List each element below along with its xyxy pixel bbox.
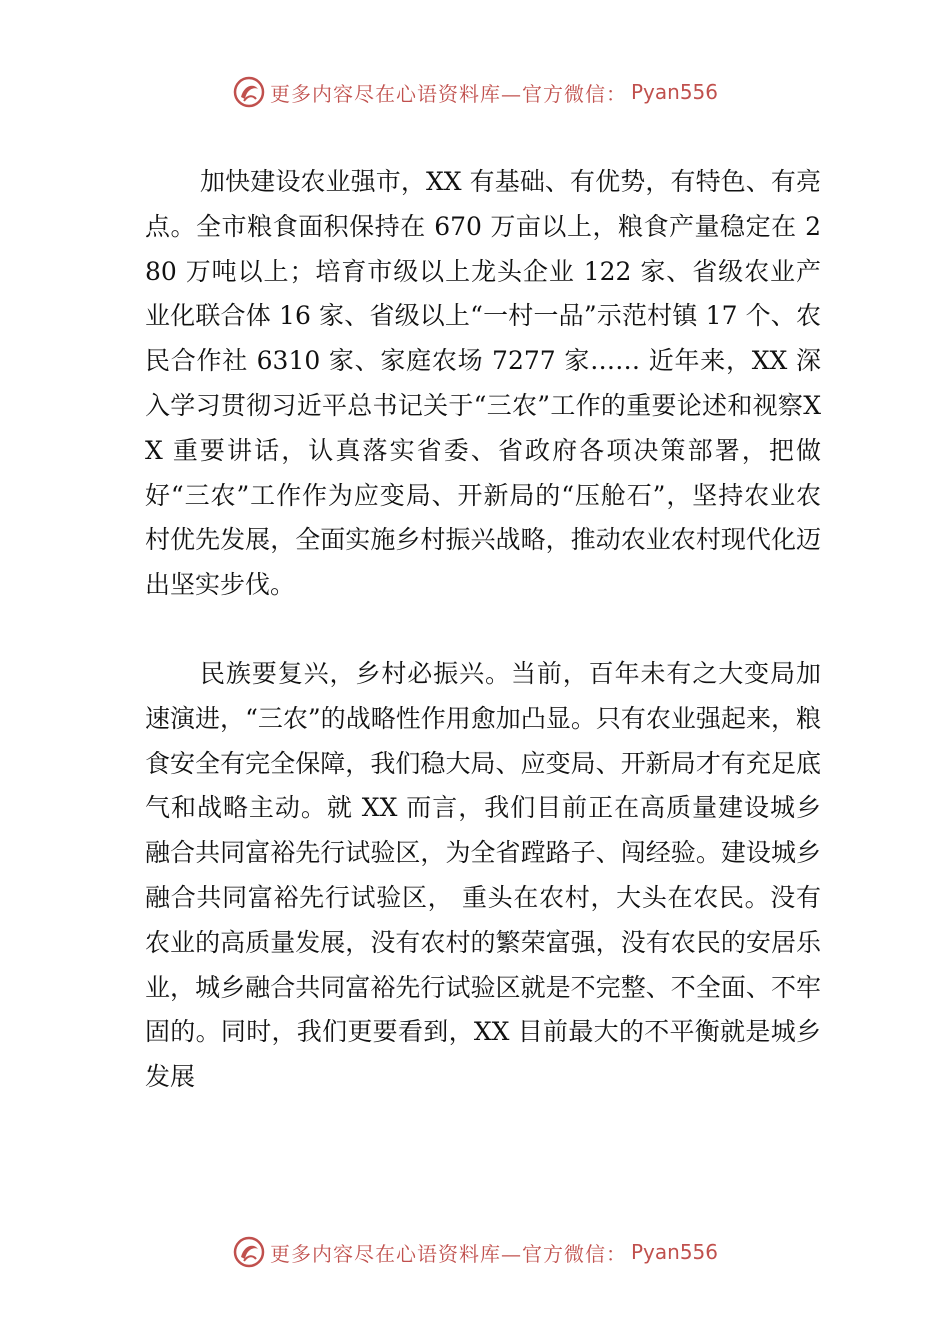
document-body: [145, 160, 821, 1100]
banner-text: 更多内容尽在心语资料库—官方微信：: [269, 81, 627, 106]
banner-wechat-id: Pyan556: [630, 80, 718, 104]
swirl-logo-icon: [232, 75, 266, 109]
paragraph-2: 民族要复兴，乡村必振兴。当前，百年未有之大变局加速演进，“三农”的战略性作用愈加凸显。只有农业强起来，粮食安全有完全保障，我们稳大局、应变局、开新局才有充足底气和战略主动。就 XX 而言，我们目前正在高质量建设城乡融合共同富裕先行试验区，为全省蹚路子、闯经验。建设城乡融合共同富裕先行试验区， 重头在农村，大头在农民。没有农业的高质量发展，没有农村的繁荣富强，没有农民的安居乐业，城乡融合共同富裕先行试验区就是不完整、不全面、不牢固的。同时，我们更要看到，XX 目前最大的不平衡就是城乡发展: [145, 658, 821, 1092]
banner-wechat-id: Pyan556: [630, 1240, 718, 1264]
footer-banner: [0, 1232, 950, 1272]
paragraph-1: 加快建设农业强市，XX 有基础、有优势，有特色、有亮点。全市粮食面积保持在 670 万亩以上，粮食产量稳定在 280 万吨以上；培育市级以上龙头企业 122 家、省级农业产业化联合体 16 家、省级以上“一村一品”示范村镇 17 个、农民合作社 6310 家、家庭农场 7277 家…… 近年来，XX 深入学习贯彻习近平总书记关于“三农”工作的重要论述和视察XX 重要讲话，认真落实省委、省政府各项决策部署，把做好“三农”工作作为应变局、开新局的“压舱石”，坚持农业农村优先发展，全面实施乡村振兴战略，推动农业农村现代化迈出坚实步伐。: [145, 167, 821, 600]
banner-text: 更多内容尽在心语资料库—官方微信：: [269, 1241, 627, 1266]
swirl-logo-icon: [232, 1235, 266, 1269]
header-banner: [0, 72, 950, 112]
